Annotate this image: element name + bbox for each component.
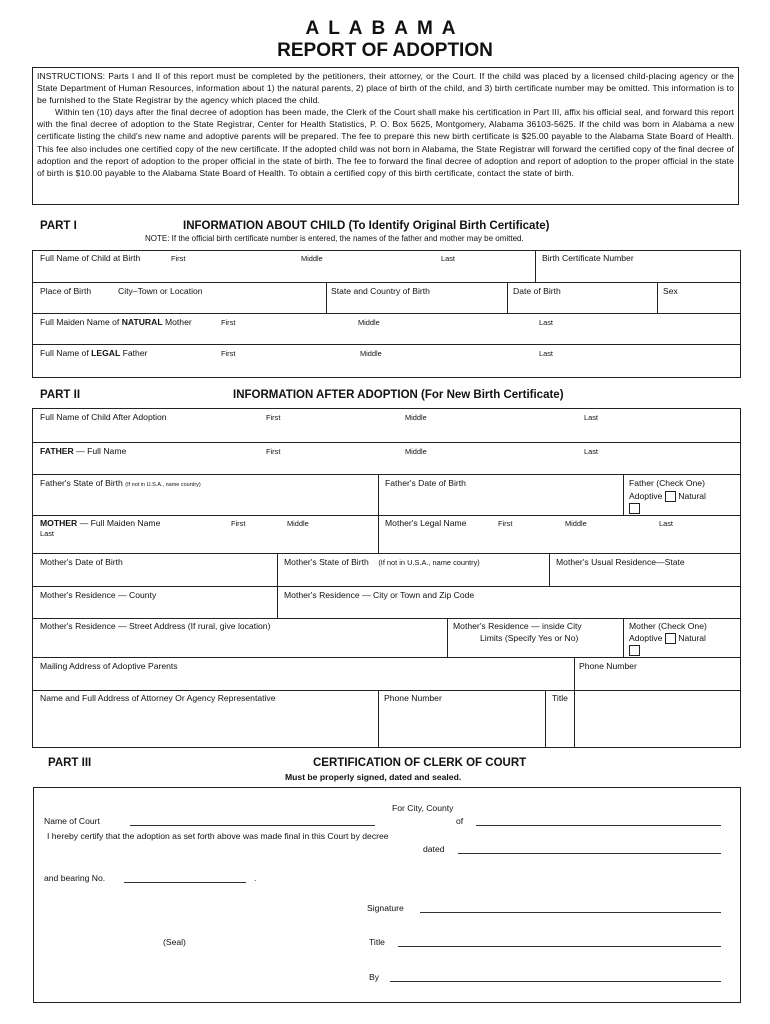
sex-field[interactable]: Sex: [663, 286, 678, 296]
first-label: First: [231, 519, 246, 528]
part3-label: PART III: [48, 757, 92, 769]
by-label: By: [369, 972, 380, 982]
mother-state-of-birth-field[interactable]: [284, 557, 480, 567]
first-label: First: [498, 519, 513, 528]
father-state-label: Father's State of Birth: [40, 478, 123, 488]
dated-label: dated: [423, 844, 445, 854]
last-label: Last: [584, 447, 598, 456]
mother-rest-label: — Full Maiden Name: [77, 518, 161, 528]
natural-label: Natural: [678, 491, 706, 501]
part3-subtitle: Must be properly signed, dated and sealed.: [285, 772, 462, 782]
adoptive-label: Adoptive: [629, 633, 663, 643]
period: .: [254, 873, 257, 883]
signature-line[interactable]: [420, 912, 721, 913]
place-of-birth-field[interactable]: Place of Birth: [40, 286, 92, 296]
part2-title: INFORMATION AFTER ADOPTION (For New Birth Certificate): [233, 389, 564, 401]
instructions-paragraph-2: Within ten (10) days after the final decree of adoption has been made, the Clerk of the Court shall make his certification in Part III, affix his official seal, and forward this report with the final decree of adoption to the State Registrar, Center for Health Statistics, P. O. Box 5625, Montgomery, Alabama 36103-5625. If the child was born in Alabama a new certificate listing the child's new name and adoptive parents will be prepared. The fee to prepare this new birth certificate is $25.00 payable to the Alabama State Board of Health. This fee also includes one certified copy of the new certificate. If the adopted child was not born in Alabama, the State Registrar will forward the certified copy of the final decree of adoption and the report of adoption to the proper official in the state of birth. The fee to forward the final decree of adoption and report of adoption to the proper official in the state of birth is $10.00 payable to the Alabama State Board of Health. To obtain a certified copy of this birth certificate, contact the state of birth.: [37, 107, 734, 178]
mother-type-checkboxes: [629, 633, 706, 644]
mailing-address-field[interactable]: Mailing Address of Adoptive Parents: [40, 661, 178, 671]
father-full-name-field[interactable]: [40, 446, 126, 456]
part1-title: INFORMATION ABOUT CHILD (To Identify Original Birth Certificate): [183, 220, 550, 232]
mother-bold-label: MOTHER: [40, 518, 78, 528]
father-rest-label: — Full Name: [73, 446, 127, 456]
middle-label: Middle: [287, 519, 309, 528]
last-label: Last: [584, 413, 598, 422]
father-label-pre: Full Name of: [40, 348, 92, 358]
legal-label: LEGAL: [91, 348, 121, 358]
mother-label-pre: Full Maiden Name of: [40, 317, 122, 327]
father-adoptive-checkbox[interactable]: [665, 491, 676, 502]
bearing-number-line[interactable]: [124, 882, 246, 883]
last-label: Last: [539, 318, 553, 327]
first-label: First: [171, 254, 186, 263]
father-label-post: Father: [120, 348, 148, 358]
child-after-adoption-name-field[interactable]: Full Name of Child After Adoption: [40, 412, 167, 422]
signature-label: Signature: [367, 903, 404, 913]
mother-adoptive-checkbox[interactable]: [665, 633, 676, 644]
first-label: First: [221, 318, 236, 327]
mother-label-post: Mother: [162, 317, 192, 327]
city-limits-field[interactable]: Mother's Residence — inside City: [453, 621, 582, 631]
father-state-note: (If not in U.S.A., name country): [125, 482, 201, 488]
father-check-label: Father (Check One): [629, 478, 705, 488]
name-of-court-label: Name of Court: [44, 816, 100, 826]
father-natural-checkbox[interactable]: [629, 503, 640, 514]
first-label: First: [266, 447, 281, 456]
mother-natural-checkbox-wrap: [629, 645, 640, 656]
attorney-phone-field[interactable]: Phone Number: [384, 693, 442, 703]
title-label: Title: [369, 937, 385, 947]
middle-label: Middle: [565, 519, 587, 528]
of-label: of: [456, 816, 464, 826]
mother-legal-name-field[interactable]: Mother's Legal Name: [385, 518, 467, 528]
natural-mother-name-field[interactable]: [40, 317, 192, 327]
mother-date-of-birth-field[interactable]: Mother's Date of Birth: [40, 557, 123, 567]
last-label: Last: [40, 529, 54, 538]
child-birth-name-field[interactable]: Full Name of Child at Birth: [40, 253, 141, 263]
natural-label: NATURAL: [121, 317, 163, 327]
father-natural-checkbox-wrap: [629, 503, 640, 514]
birth-certificate-number-field[interactable]: Birth Certificate Number: [542, 253, 634, 263]
middle-label: Middle: [358, 318, 380, 327]
mother-state-note: (If not in U.S.A., name country): [378, 558, 480, 567]
mother-natural-checkbox[interactable]: [629, 645, 640, 656]
part1-label: PART I: [40, 220, 77, 232]
last-label: Last: [539, 349, 553, 358]
seal-label: (Seal): [163, 937, 186, 947]
part1-note: NOTE: If the official birth certificate number is entered, the names of the father and mother may be omitted.: [145, 234, 524, 243]
part3-box: [33, 787, 741, 1003]
city-county-line[interactable]: [476, 825, 721, 826]
decree-date-line[interactable]: [458, 853, 721, 854]
state-country-of-birth-field[interactable]: State and Country of Birth: [331, 286, 430, 296]
state-heading: ALABAMA: [305, 18, 465, 39]
adoptive-label: Adoptive: [629, 491, 663, 501]
instructions-label: INSTRUCTIONS:: [37, 71, 106, 81]
instructions-paragraph-1: Parts I and II of this report must be completed by the petitioners, their attorney, or the Court. If the child was placed by a licensed child-placing agency or the State Department of Human Resources, information about 1) the natural parents, 2) place of birth of the child, and 3) birth certificate number may be omitted. This information is to be furnished to the State Registrar by the agency which placed the child.: [37, 71, 734, 106]
date-of-birth-field[interactable]: Date of Birth: [513, 286, 561, 296]
mother-check-label: Mother (Check One): [629, 621, 707, 631]
last-label: Last: [659, 519, 673, 528]
parents-phone-field[interactable]: Phone Number: [579, 661, 637, 671]
natural-label: Natural: [678, 633, 706, 643]
middle-label: Middle: [405, 413, 427, 422]
father-date-of-birth-field[interactable]: Father's Date of Birth: [385, 478, 466, 488]
mother-state-label: Mother's State of Birth: [284, 557, 369, 567]
father-state-of-birth-field[interactable]: [40, 478, 201, 488]
first-label: First: [221, 349, 236, 358]
form-title: REPORT OF ADOPTION: [277, 40, 493, 61]
attorney-title-field[interactable]: Title: [552, 693, 568, 703]
mother-maiden-name-field[interactable]: [40, 518, 160, 528]
first-label: First: [266, 413, 281, 422]
for-city-county-label: For City, County: [392, 803, 454, 813]
part1-table: [32, 250, 741, 378]
middle-label: Middle: [360, 349, 382, 358]
legal-father-name-field[interactable]: [40, 348, 147, 358]
attorney-address-field[interactable]: Name and Full Address of Attorney Or Agency Representative: [40, 693, 276, 703]
father-bold-label: FATHER: [40, 446, 74, 456]
city-limits-label-2: Limits (Specify Yes or No): [480, 633, 579, 643]
instructions-box: [32, 67, 739, 205]
middle-label: Middle: [301, 254, 323, 263]
bearing-no-label: and bearing No.: [44, 873, 106, 883]
court-name-line[interactable]: [130, 825, 375, 826]
certify-statement: I hereby certify that the adoption as set forth above was made final in this Court by decree: [47, 831, 389, 841]
title-line[interactable]: [398, 946, 721, 947]
part3-title: CERTIFICATION OF CLERK OF COURT: [313, 757, 527, 769]
mother-residence-county-field[interactable]: Mother's Residence — County: [40, 590, 157, 600]
mother-residence-state-field[interactable]: Mother's Usual Residence—State: [556, 557, 685, 567]
mother-residence-city-field[interactable]: Mother's Residence — City or Town and Zip Code: [284, 590, 475, 600]
middle-label: Middle: [405, 447, 427, 456]
mother-street-address-field[interactable]: Mother's Residence — Street Address (If rural, give location): [40, 621, 271, 631]
last-label: Last: [441, 254, 455, 263]
city-town-label: City–Town or Location: [118, 286, 203, 296]
father-type-checkboxes: [629, 491, 706, 502]
part2-label: PART II: [40, 389, 81, 401]
by-line[interactable]: [390, 981, 721, 982]
